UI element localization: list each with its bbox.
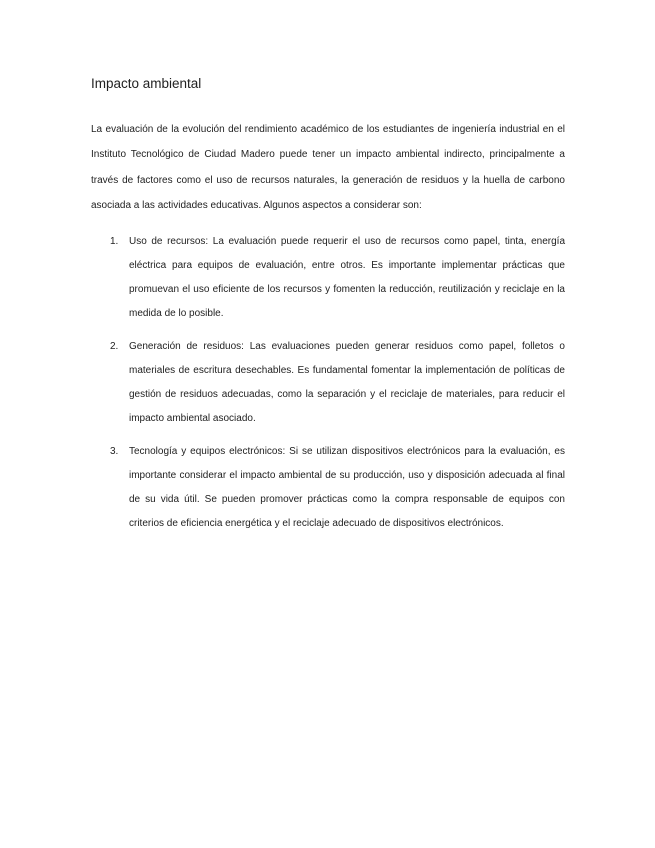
list-item [91, 230, 565, 326]
list-item-number: 2. [110, 340, 119, 352]
section-heading: Impacto ambiental [91, 76, 202, 91]
list-item-number: 1. [110, 236, 119, 247]
list-item [91, 440, 565, 536]
list-item-text: Generación de residuos: Las evaluaciones pueden generar residuos como papel, folletos o materiales de escritura desechables. Es fundamental fomentar la implementación de políticas de gestión de residuos adecuadas, como la separación y el reciclaje de materiales, para reducir el impacto ambiental asociado. [129, 340, 565, 424]
list-item [91, 335, 565, 431]
intro-paragraph: La evaluación de la evolución del rendimiento académico de los estudiantes de ingeniería industrial en el Instituto Tecnológico de Ciudad Madero puede tener un impacto ambiental indirecto, principalmente a través de factores como el uso de recursos naturales, la generación de residuos y la huella de carbono asociada a las actividades educativas. Algunos aspectos a considerar son: [91, 124, 565, 211]
list-item-text: Uso de recursos: La evaluación puede requerir el uso de recursos como papel, tinta, energía eléctrica para equipos de evaluación, entre otros. Es importante implementar prácticas que promuevan el uso eficiente de los recursos y fomenten la reducción, reutilización y reciclaje en la medida de lo posible. [129, 236, 565, 319]
list-item-text: Tecnología y equipos electrónicos: Si se utilizan dispositivos electrónicos para la evaluación, es importante considerar el impacto ambiental de su producción, uso y disposición adecuada al final de su vida útil. Se pueden promover prácticas como la compra responsable de equipos con criterios de eficiencia energética y el reciclaje adecuado de dispositivos electrónicos. [129, 445, 565, 529]
aspects-list [91, 230, 565, 545]
list-item-number: 3. [110, 445, 119, 457]
